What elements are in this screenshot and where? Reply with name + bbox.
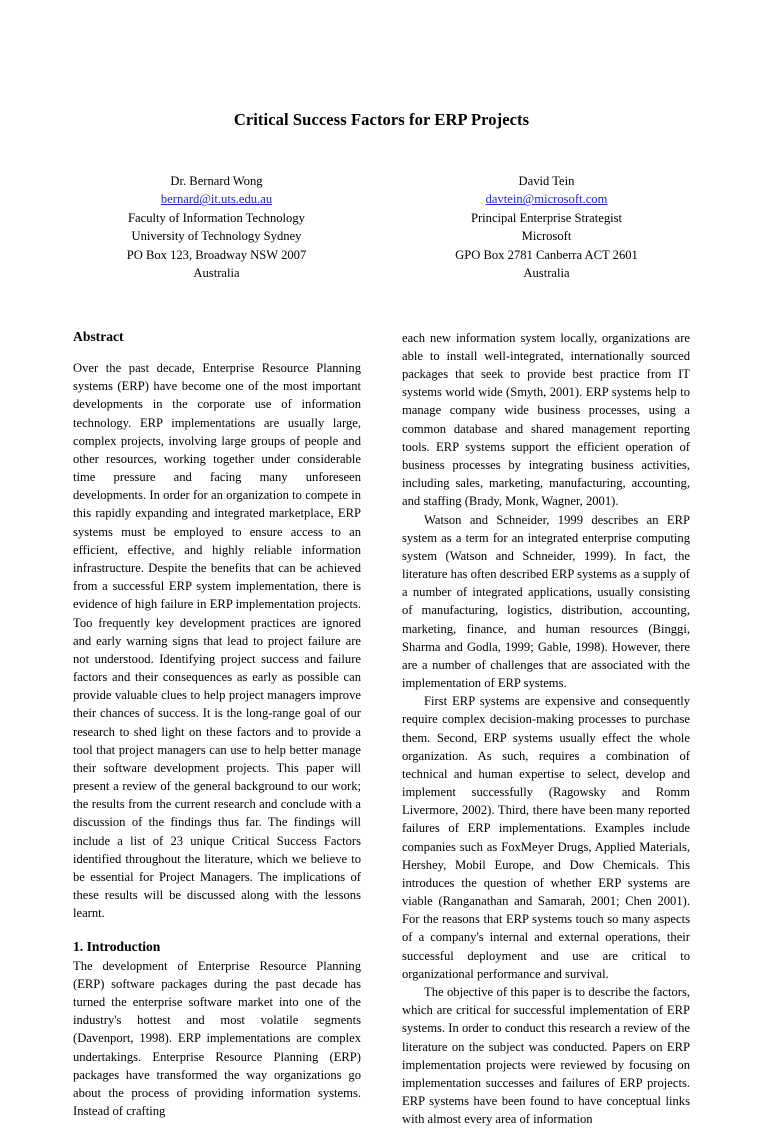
body-paragraph: Watson and Schneider, 1999 describes an ERP system as a term for an integrated enterprise computing system (Watson and Schneider, 1999). In fact, the literature has often described ERP systems as a supply of a number of integrated applications, usually consisting of manufacturing, logistics, distribution, accounting, marketing, finance, and human resources (Binggi, Sharma and Godla, 1999; Gable, 1998). However, there are a number of challenges that are associated with the implementation of ERP systems. bbox=[402, 512, 690, 691]
abstract-heading: Abstract bbox=[73, 328, 124, 344]
author-email-link[interactable]: davtein@microsoft.com bbox=[485, 192, 608, 207]
author-affiliation-line: PO Box 123, Broadway NSW 2007 bbox=[126, 247, 307, 262]
right-column bbox=[402, 329, 690, 1128]
two-column-body bbox=[73, 329, 690, 1128]
body-paragraph: First ERP systems are expensive and consequently require complex decision-making processes to purchase them. Second, ERP systems usually effect the whole organization. As such, requires a combination of technical and human expertise to select, develop and implement successfully (Ragowsky and Romm Livermore, 2002). Third, there have been many reported failures of ERP implementations. Examples include companies such as FoxMeyer Drugs, Applied Materials, Hershey, Mobil Europe, and Dow Chemicals. This introduces the question of whether ERP systems are viable (Ranganathan and Samarah, 2001; Chen 2001). For the reasons that ERP systems touch so many aspects of a company's internal and external operations, their successful deployment and use are critical to organizational performance and survival. bbox=[402, 694, 690, 981]
page-title: Critical Success Factors for ERP Projects bbox=[233, 110, 530, 129]
author-affiliation-line: GPO Box 2781 Canberra ACT 2601 bbox=[455, 247, 638, 262]
author-email-link[interactable]: bernard@it.uts.edu.au bbox=[160, 192, 273, 207]
body-paragraph: The objective of this paper is to describe the factors, which are critical for successful implementation of ERP systems. In order to conduct this research a review of the literature on the subject was conducted. Papers on ERP implementation projects were reviewed by focusing on implementation successes and failures of ERP projects. ERP systems have been found to have conceptual links with almost every area of information bbox=[402, 984, 690, 1127]
author-name: David Tein bbox=[518, 173, 575, 188]
author-name: Dr. Bernard Wong bbox=[170, 173, 263, 188]
left-column bbox=[73, 329, 361, 1128]
author-list bbox=[73, 172, 690, 283]
author-block-right bbox=[403, 172, 690, 283]
author-affiliation-line: Principal Enterprise Strategist bbox=[470, 210, 623, 225]
author-affiliation-line: Australia bbox=[193, 266, 240, 281]
author-affiliation-line: Microsoft bbox=[521, 229, 572, 244]
author-affiliation-line: Australia bbox=[523, 266, 570, 281]
author-affiliation-line: University of Technology Sydney bbox=[131, 229, 302, 244]
introduction-heading: 1. Introduction bbox=[73, 939, 161, 955]
author-block-left bbox=[73, 172, 360, 283]
introduction-paragraph: The development of Enterprise Resource Planning (ERP) software packages during the past decade has turned the enterprise software market into one of the industry's hottest and most volatile segments (Davenport, 1998). ERP implementations are complex undertakings. Enterprise Resource Planning (ERP) packages have transformed the way organizations go about the process of providing information systems. Instead of crafting bbox=[73, 958, 361, 1119]
abstract-paragraph: Over the past decade, Enterprise Resource Planning systems (ERP) have become one of the most important developments in the corporate use of information technology. ERP implementations are usually large, complex projects, involving large groups of people and other resources, working together under considerable time pressure and facing many unforeseen developments. In order for an organization to compete in this rapidly expanding and integrated marketplace, ERP systems must be employed to ensure access to an efficient, effective, and highly reliable information infrastructure. Despite the benefits that can be achieved from a successful ERP system implementation, there is evidence of high failure in ERP implementation projects. Too frequently key development practices are ignored and early warning signs that lead to project failure are not understood. Identifying project success and failure factors and their consequences as early as possible can provide valuable clues to help project managers improve their chances of success. It is the long-range goal of our research to shed light on these factors and to provide a tool that project managers can use to help better manage their software development projects. This paper will present a review of the general background to our work; the results from the current research and conclude with a discussion of the findings thus far. The findings will include a list of 23 unique Critical Success Factors identified throughout the literature, which we believe to be essential for Project Managers. The implications of these results will be discussed along with the lessons learnt. bbox=[73, 361, 361, 921]
author-affiliation-line: Faculty of Information Technology bbox=[128, 210, 305, 225]
body-paragraph: each new information system locally, organizations are able to install well-integrated, internationally sourced packages that seek to provide best practice from IT systems world wide (Smyth, 2001). ERP systems help to manage company wide business processes, using a common database and shared management reporting tools. ERP systems support the efficient operation of business processes by integrating business activities, including sales, marketing, manufacturing, accounting, and staffing (Brady, Monk, Wagner, 2001). bbox=[402, 330, 690, 509]
